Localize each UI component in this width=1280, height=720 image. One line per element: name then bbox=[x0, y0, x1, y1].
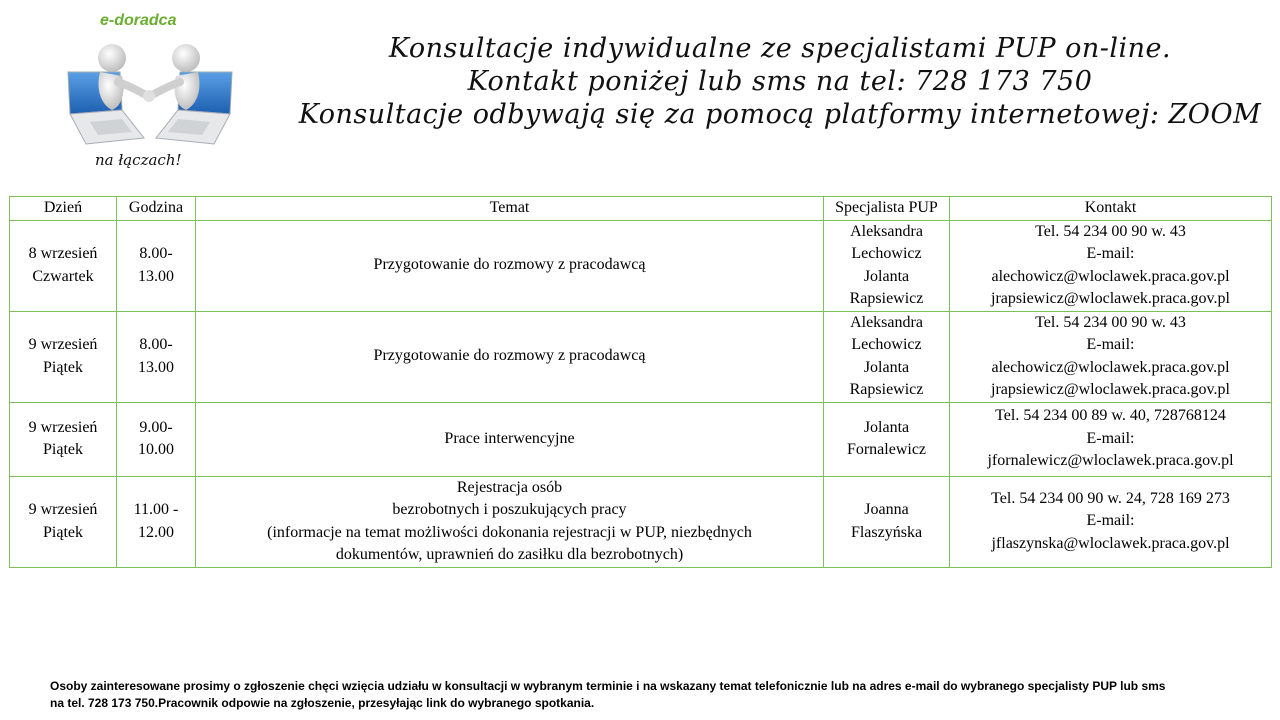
cell-contact: Tel. 54 234 00 89 w. 40, 728768124 E-mail: jfornalewicz@wloclawek.praca.gov.pl bbox=[950, 402, 1272, 476]
header-hour: Godzina bbox=[117, 197, 196, 221]
table-header-row bbox=[10, 197, 1272, 221]
headline-line-3: Konsultacje odbywają się za pomocą platformy internetowej: ZOOM bbox=[298, 99, 1262, 130]
cell-contact: Tel. 54 234 00 90 w. 43 E-mail: alechowicz@wloclawek.praca.gov.pl jrapsiewicz@wloclawek.praca.gov.pl bbox=[950, 311, 1272, 402]
cell-specialist: Aleksandra Lechowicz Jolanta Rapsiewicz bbox=[824, 311, 950, 402]
cell-hour: 9.00- 10.00 bbox=[117, 402, 196, 476]
cell-specialist: Jolanta Fornalewicz bbox=[824, 402, 950, 476]
header-topic: Temat bbox=[196, 197, 824, 221]
logo-caption-text: na łączach! bbox=[95, 151, 182, 169]
cell-contact: Tel. 54 234 00 90 w. 43 E-mail: alechowicz@wloclawek.praca.gov.pl jrapsiewicz@wloclawek.praca.gov.pl bbox=[950, 220, 1272, 311]
footer-note bbox=[50, 678, 1260, 712]
footer-line-1: Osoby zainteresowane prosimy o zgłoszenie chęci wzięcia udziału w konsultacji w wybranym terminie i na wskazany temat telefonicznie lub na adres e-mail do wybranego specjalisty PUP lub sms bbox=[50, 679, 1166, 693]
cell-topic: Przygotowanie do rozmowy z pracodawcą bbox=[196, 311, 824, 402]
cell-hour: 8.00- 13.00 bbox=[117, 311, 196, 402]
cell-contact: Tel. 54 234 00 90 w. 24, 728 169 273 E-mail: jflaszynska@wloclawek.praca.gov.pl bbox=[950, 476, 1272, 567]
headline-line-2: Kontakt poniżej lub sms na tel: 728 173 750 bbox=[467, 66, 1093, 97]
cell-topic: Przygotowanie do rozmowy z pracodawcą bbox=[196, 220, 824, 311]
cell-day: 8 wrzesień Czwartek bbox=[10, 220, 117, 311]
e-doradca-logo bbox=[55, 8, 240, 173]
logo-brand-text: e-doradca bbox=[100, 12, 177, 29]
header-specialist: Specjalista PUP bbox=[824, 197, 950, 221]
table-row bbox=[10, 476, 1272, 567]
cell-specialist: Aleksandra Lechowicz Jolanta Rapsiewicz bbox=[824, 220, 950, 311]
cell-day: 9 wrzesień Piątek bbox=[10, 402, 117, 476]
cell-day: 9 wrzesień Piątek bbox=[10, 476, 117, 567]
cell-hour: 8.00- 13.00 bbox=[117, 220, 196, 311]
footer-line-2: na tel. 728 173 750.Pracownik odpowie na zgłoszenie, przesyłając link do wybranego spotkania. bbox=[50, 696, 595, 710]
handshake-laptops-illustration bbox=[60, 36, 238, 154]
headline-line-1: Konsultacje indywidualne ze specjalistami PUP on-line. bbox=[388, 33, 1172, 64]
header-contact: Kontakt bbox=[950, 197, 1272, 221]
table-row bbox=[10, 311, 1272, 402]
cell-hour: 11.00 - 12.00 bbox=[117, 476, 196, 567]
cell-day: 9 wrzesień Piątek bbox=[10, 311, 117, 402]
table-row bbox=[10, 402, 1272, 476]
page-headline bbox=[280, 32, 1280, 131]
header-day: Dzień bbox=[10, 197, 117, 221]
table-row bbox=[10, 220, 1272, 311]
consultation-schedule-table bbox=[9, 196, 1272, 568]
cell-specialist: Joanna Flaszyńska bbox=[824, 476, 950, 567]
cell-topic: Prace interwencyjne bbox=[196, 402, 824, 476]
cell-topic: Rejestracja osób bezrobotnych i poszukujących pracy (informacje na temat możliwości dokonania rejestracji w PUP, niezbędnych dokumentów, uprawnień do zasiłku dla bezrobotnych) bbox=[196, 476, 824, 567]
